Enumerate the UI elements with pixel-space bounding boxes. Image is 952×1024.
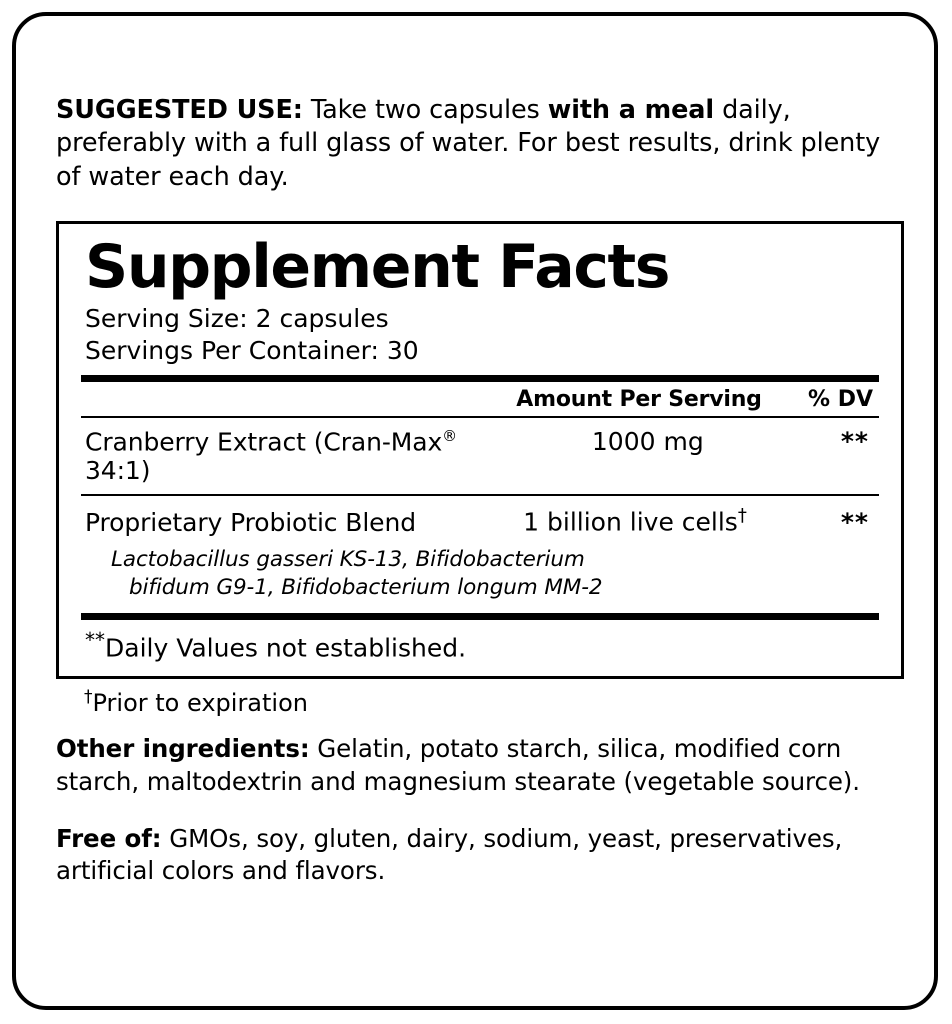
expiration-footnote [56,679,904,717]
nutrient-amount-cranberry: 1000 mg [591,427,704,457]
table-row [81,418,879,494]
supplement-facts-title: Supplement Facts [85,231,670,302]
suggested-use-text-part2: daily, preferably with a full glass of water. For best results, drink plenty of water each day. [56,94,881,193]
serving-size: Serving Size: 2 capsules [85,303,389,333]
nutrient-dv-cranberry: ** [840,427,869,457]
nutrient-amount-text: 1 billion live cells [523,507,738,537]
supplement-facts-panel [56,221,904,679]
nutrient-name-text: Cranberry Extract (Cran-Max [85,427,443,457]
registered-trademark-icon: ® [442,426,458,445]
supplement-label-card [12,12,938,1010]
blend-detail-line-1: Lactobacillus gasseri KS-13, Bifidobacterium [111,546,585,572]
other-ingredients-text: Gelatin, potato starch, silica, modified corn starch, maltodextrin and magnesium stearate (vegetable source). [56,734,860,796]
nutrient-name-probiotic-blend: Proprietary Probiotic Blend [85,507,416,537]
free-of-heading: Free of: [56,823,162,853]
dagger-icon: † [737,505,747,527]
divider-heavy-top [81,375,879,382]
table-row [81,496,879,545]
nutrient-name-tail: 34:1) [85,456,151,486]
nutrient-name-cranberry [81,427,506,485]
suggested-use-heading: SUGGESTED USE: [56,94,303,125]
blend-detail-line-2: bifidum G9-1, Bifidobacterium longum MM-2 [129,575,603,601]
blend-strain-detail [81,546,879,613]
header-amount-per-serving: Amount Per Serving [516,386,762,412]
label-content [56,68,904,912]
nutrient-amount-probiotic-blend [485,505,785,536]
free-of-paragraph [56,823,904,888]
other-ingredients-heading: Other ingredients: [56,734,310,764]
expiration-footnote-text: Prior to expiration [92,689,308,718]
daily-value-footnote [81,620,879,666]
nutrient-dv-probiotic-blend: ** [840,507,869,537]
header-percent-dv: % DV [808,386,873,412]
suggested-use-text-part1: Take two capsules [302,94,548,125]
footnote-text: Daily Values not established. [105,633,467,663]
divider-heavy-bottom [81,613,879,620]
suggested-use-paragraph [56,94,904,196]
footnote-stars: ** [85,627,105,652]
suggested-use-emphasis: with a meal [547,94,715,125]
servings-per-container: Servings Per Container: 30 [85,335,419,365]
other-ingredients-paragraph [56,733,904,798]
free-of-text: GMOs, soy, gluten, dairy, sodium, yeast, preservatives, artificial colors and flavors. [56,823,843,886]
dagger-icon: † [84,687,93,708]
facts-column-headers [81,382,879,416]
